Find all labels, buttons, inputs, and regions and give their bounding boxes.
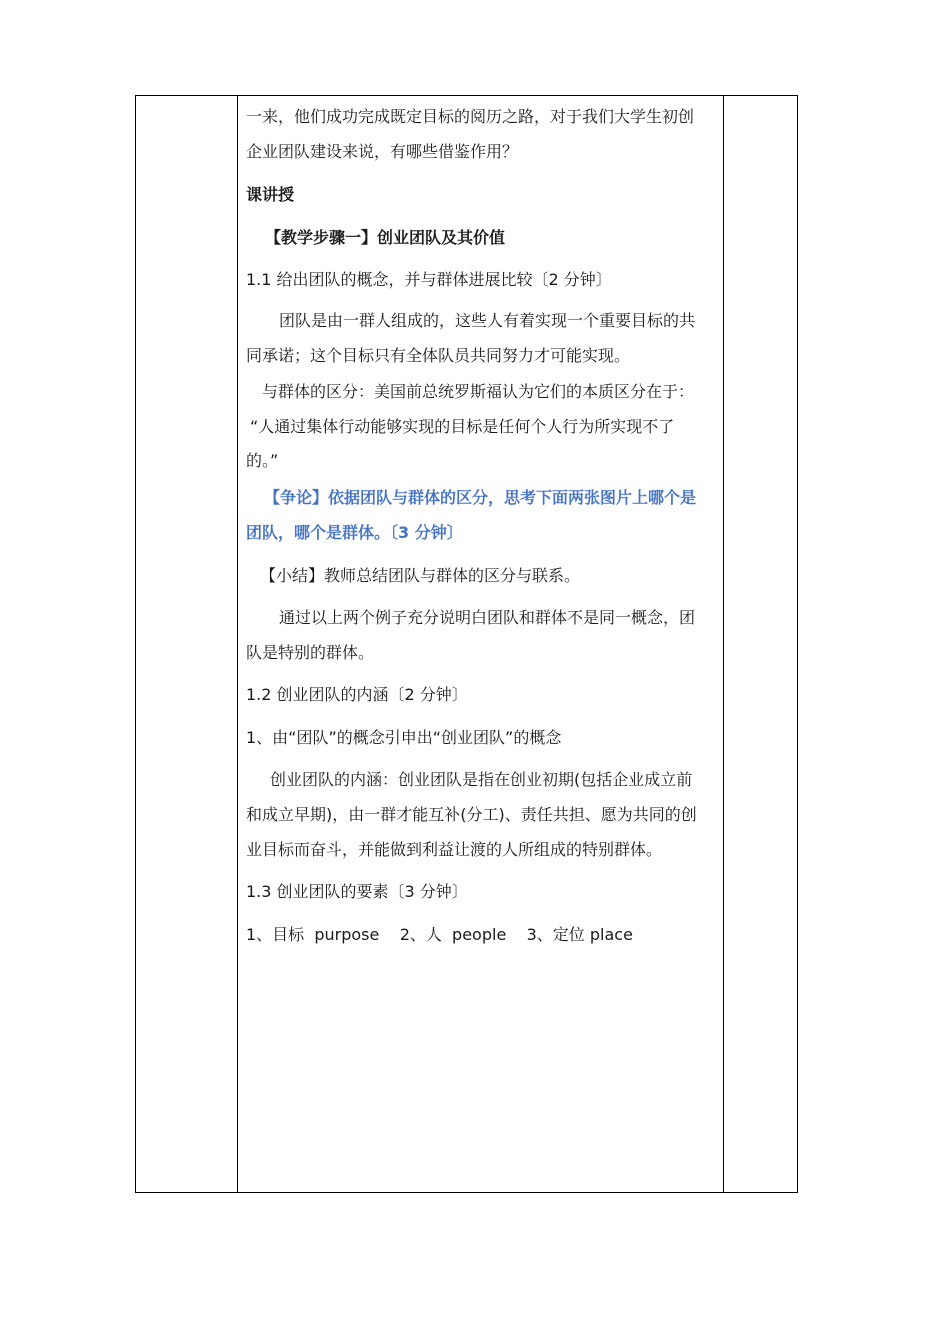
discussion-prompt: 团队，哪个是群体。〔3 分钟〕 <box>246 523 463 542</box>
quote-line: “人通过集体行动能够实现的目标是任何个人行为所实现不了 <box>250 417 675 436</box>
subsection-heading: 1.1 给出团队的概念，并与群体进展比较〔2 分钟〕 <box>246 270 612 289</box>
text-line: 团队是由一群人组成的，这些人有着实现一个重要目标的共 <box>279 311 696 330</box>
column-divider-right <box>723 96 724 1192</box>
subsection-heading: 1.3 创业团队的要素〔3 分钟〕 <box>246 882 468 901</box>
subsection-heading: 1.2 创业团队的内涵〔2 分钟〕 <box>246 685 468 704</box>
section-heading: 课讲授 <box>246 185 295 204</box>
text-line: 同承诺；这个目标只有全体队员共同努力才可能实现。 <box>246 346 631 365</box>
step-heading: 【教学步骤一】创业团队及其价值 <box>265 228 506 247</box>
text-line: 企业团队建设来说，有哪些借鉴作用？ <box>246 142 519 161</box>
summary-line: 【小结】教师总结团队与群体的区分与联系。 <box>260 566 581 585</box>
elements-list: 1、目标 purpose 2、人 people 3、定位 place <box>246 925 633 944</box>
text-line: 队是特别的群体。 <box>246 643 375 662</box>
text-line: 1、由“团队”的概念引申出“创业团队”的概念 <box>246 728 562 747</box>
quote-line: 的。” <box>246 451 279 470</box>
text-line: 创业团队的内涵：创业团队是指在创业初期(包括企业成立前 <box>270 770 693 789</box>
column-divider-left <box>237 96 238 1192</box>
lesson-table <box>135 95 798 1193</box>
text-line: 业目标而奋斗，并能做到利益让渡的人所组成的特别群体。 <box>246 840 663 859</box>
discussion-prompt: 【争论】依据团队与群体的区分，思考下面两张图片上哪个是 <box>264 488 697 507</box>
text-line: 与群体的区分：美国前总统罗斯福认为它们的本质区分在于： <box>262 382 695 401</box>
text-line: 和成立早期)，由一群才能互补(分工)、责任共担、愿为共同的创 <box>246 805 697 824</box>
text-line: 一来，他们成功完成既定目标的阅历之路，对于我们大学生初创 <box>246 107 695 126</box>
text-line: 通过以上两个例子充分说明白团队和群体不是同一概念，团 <box>279 608 696 627</box>
